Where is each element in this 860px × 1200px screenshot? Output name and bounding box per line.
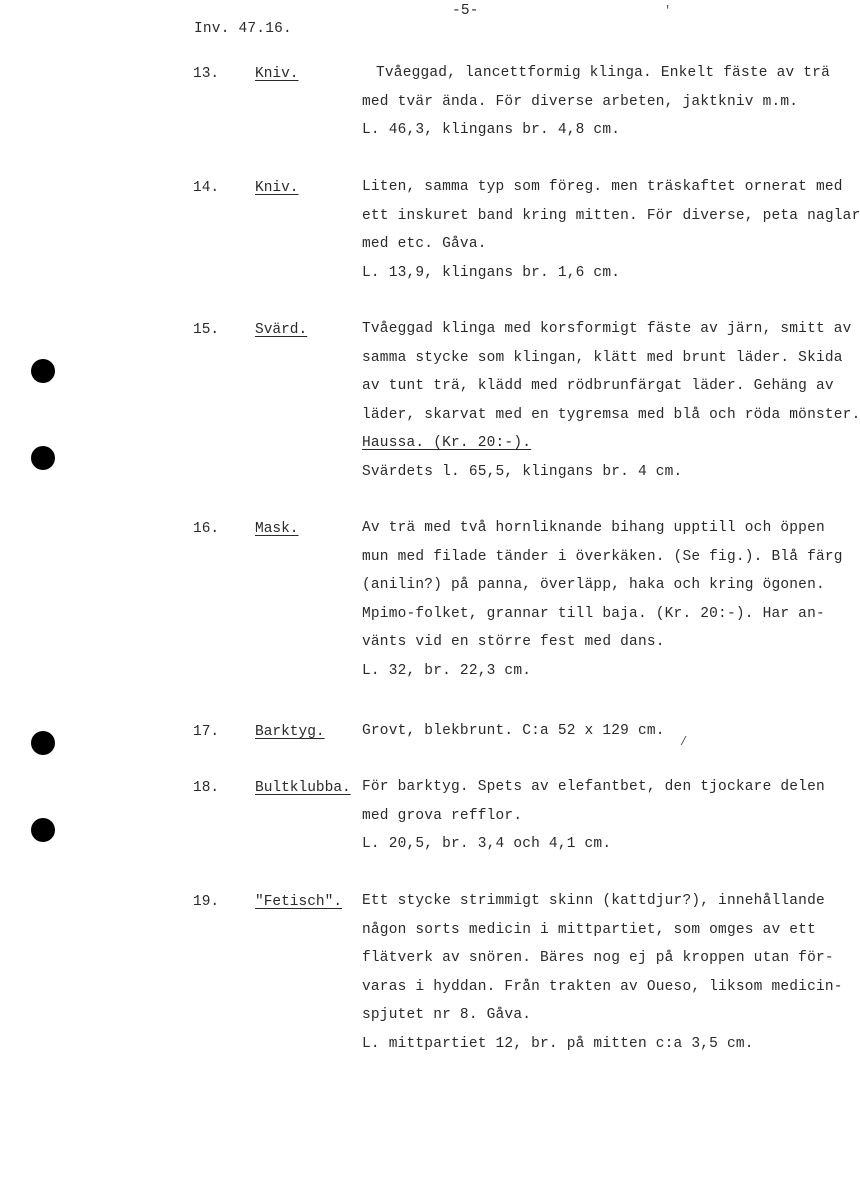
entry-name: Mask. — [255, 521, 299, 537]
description-line: mun med filade tänder i överkäken. (Se fig.). Blå färg — [362, 548, 843, 565]
description-line: Av trä med två hornliknande bihang upptill och öppen — [362, 520, 825, 536]
description-line: av tunt trä, klädd med rödbrunfärgat läder. Gehäng av — [362, 378, 834, 395]
entry-number: 17. — [193, 724, 220, 740]
entry-description — [362, 773, 842, 859]
description-line: För barktyg. Spets av elefantbet, den tjockare delen — [362, 779, 825, 795]
stray-mark: ' — [664, 4, 672, 18]
description-line: vänts vid en större fest med dans. — [362, 634, 665, 651]
entry-name: Bultklubba. — [255, 780, 351, 796]
entry-number: 13. — [193, 66, 220, 82]
description-line: varas i hyddan. Från trakten av Oueso, liksom medicin- — [362, 978, 843, 995]
entry-name: Svärd. — [255, 322, 308, 338]
description-line: L. 32, br. 22,3 cm. — [362, 662, 532, 679]
description-line: Grovt, blekbrunt. C:a 52 x 129 cm. — [362, 723, 665, 739]
description-line: L. mittpartiet 12, br. på mitten c:a 3,5 cm. — [362, 1035, 754, 1052]
entry-name: Kniv. — [255, 66, 299, 82]
description-line: Haussa. (Kr. 20:-). — [362, 435, 532, 452]
entry-description — [362, 717, 842, 746]
description-line: (anilin?) på panna, överläpp, haka och kring ögonen. — [362, 577, 825, 594]
description-line: Tvåeggad, lancettformig klinga. Enkelt fäste av trä — [376, 65, 830, 81]
description-line: spjutet nr 8. Gåva. — [362, 1007, 532, 1024]
description-line: läder, skarvat med en tygremsa med blå och röda mönster. — [362, 406, 860, 423]
entry-description — [362, 173, 860, 287]
entry-description — [362, 315, 860, 487]
description-line: L. 46,3, klingans br. 4,8 cm. — [362, 122, 621, 139]
entry-number: 18. — [193, 780, 220, 796]
inventory-label: Inv. 47.16. — [194, 21, 292, 37]
entry-number: 15. — [193, 322, 220, 338]
description-line: samma stycke som klingan, klätt med brunt läder. Skida — [362, 349, 843, 366]
entry-name: Kniv. — [255, 180, 299, 196]
page-number: -5- — [452, 3, 479, 19]
stray-mark: / — [680, 735, 688, 749]
punch-hole — [31, 446, 55, 470]
description-line: Svärdets l. 65,5, klingans br. 4 cm. — [362, 463, 683, 480]
description-line: någon sorts medicin i mittpartiet, som omges av ett — [362, 921, 816, 938]
description-line: med grova refflor. — [362, 807, 523, 824]
entry-name: Barktyg. — [255, 724, 325, 740]
entry-description — [362, 514, 842, 686]
punch-hole — [31, 818, 55, 842]
entry-name: "Fetisch". — [255, 894, 343, 910]
description-line: L. 13,9, klingans br. 1,6 cm. — [362, 264, 621, 281]
description-line: Ett stycke strimmigt skinn (kattdjur?), innehållande — [362, 893, 825, 909]
entry-number: 19. — [193, 894, 220, 910]
entry-description — [362, 887, 842, 1059]
description-line: Liten, samma typ som föreg. men träskaftet ornerat med — [362, 179, 843, 195]
punch-hole — [31, 359, 55, 383]
description-line: flätverk av snören. Bäres nog ej på kroppen utan för- — [362, 950, 834, 967]
punch-hole — [31, 731, 55, 755]
entry-number: 16. — [193, 521, 220, 537]
description-line: Mpimo-folket, grannar till baja. (Kr. 20:-). Har an- — [362, 605, 825, 622]
entry-number: 14. — [193, 180, 220, 196]
description-line: med tvär ända. För diverse arbeten, jaktkniv m.m. — [362, 93, 799, 110]
entry-description — [362, 59, 842, 145]
description-line: L. 20,5, br. 3,4 och 4,1 cm. — [362, 836, 612, 853]
description-line: Tvåeggad klinga med korsformigt fäste av järn, smitt av — [362, 321, 852, 337]
description-line: ett inskuret band kring mitten. För diverse, peta naglar — [362, 207, 860, 224]
description-line: med etc. Gåva. — [362, 236, 487, 253]
